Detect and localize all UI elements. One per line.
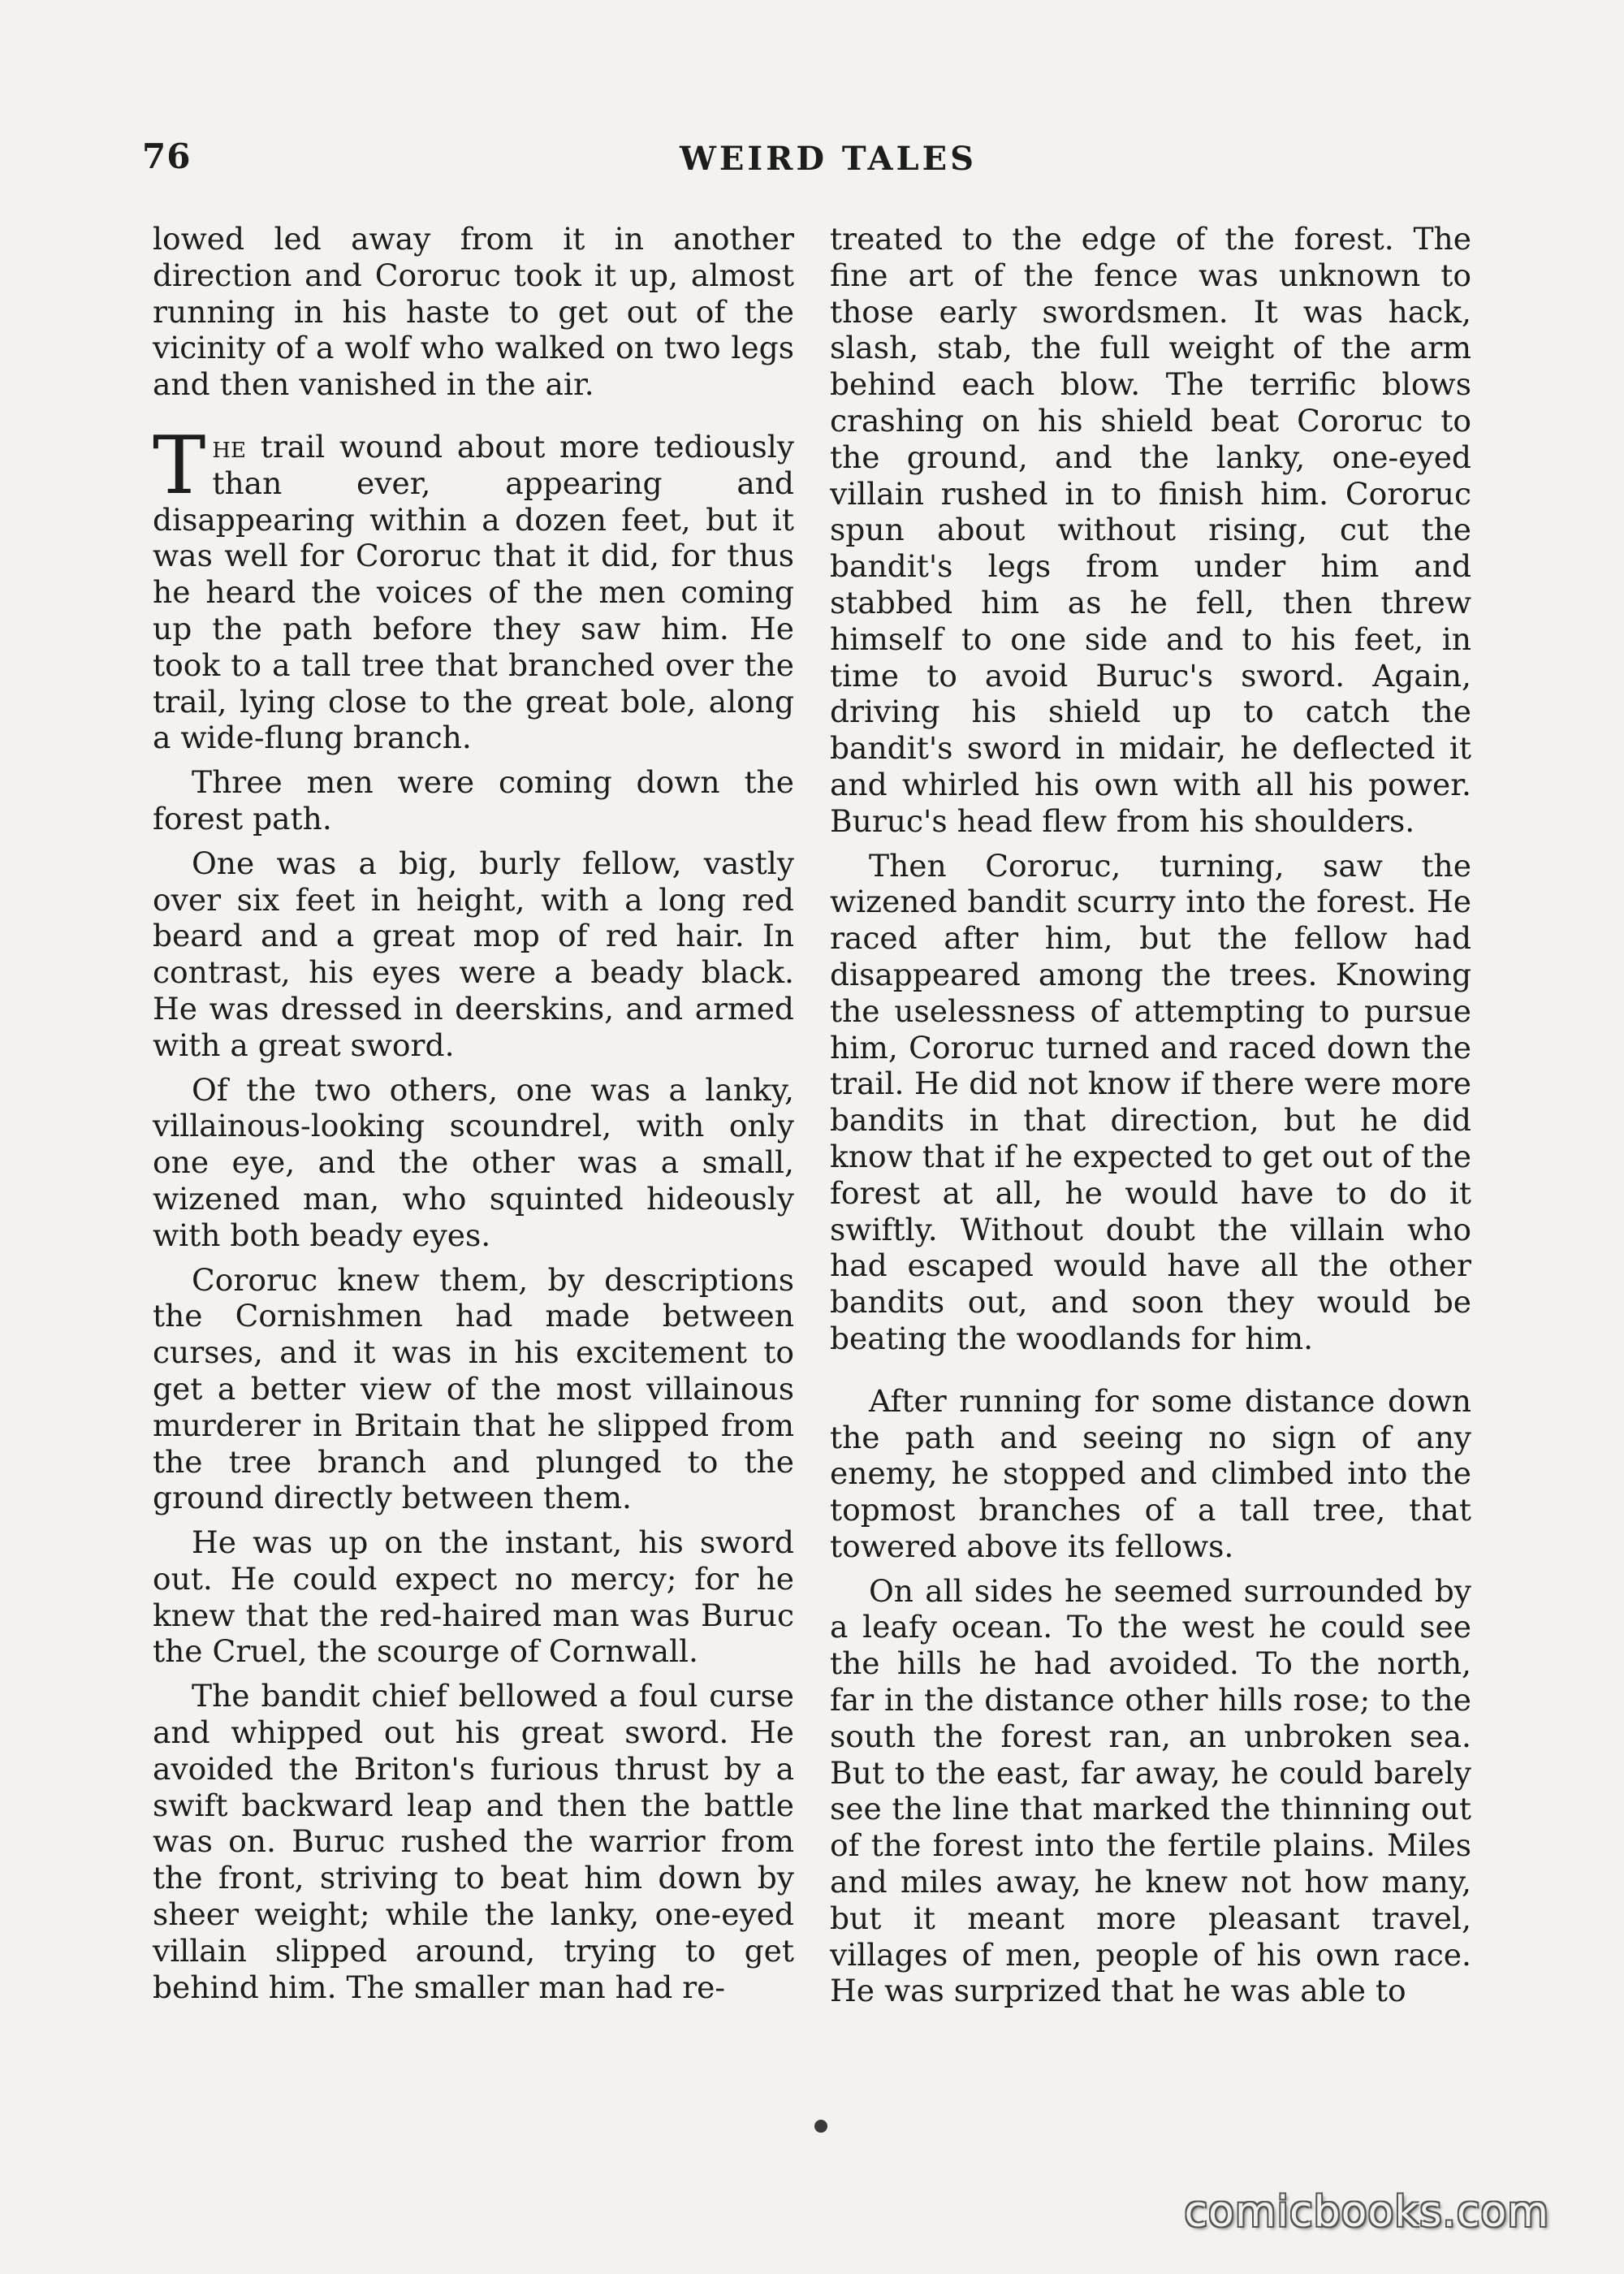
paragraph: Of the two others, one was a lanky, villainous-looking scoundrel, with only one eye, and the other was a small, wizened man, who squinted hideously with both beady eyes.: [153, 1071, 794, 1253]
paragraph: lowed led away from it in another direction and Cororuc took it up, almost running in his haste to get out of the vicinity of a wolf who walked on two legs and then vanished in the air.: [153, 221, 794, 403]
paragraph: Three men were coming down the forest path.: [153, 764, 794, 837]
paragraph: Then Cororuc, turning, saw the wizened bandit scurry into the forest. He raced after him, but the fellow had disappeared among the trees. Knowing the uselessness of attempting to pursue him, Cororuc turned and raced down the trail. He did not know if there were more bandits in that direction, but he did know that if he expected to get out of the forest at all, he would have to do it swiftly. Without doubt the villain who had escaped would have all the other bandits out, and soon they would be beating the woodlands for him.: [830, 847, 1471, 1356]
small-caps-lead: he: [212, 428, 247, 465]
paragraph: The bandit chief bellowed a foul curse and whipped out his great sword. He avoided the Briton's furious thrust by a swift backward leap and then the battle was on. Buruc rushed the warrior from the front, striving to beat him down by sheer weight; while the lanky, one-eyed villain slipped around, trying to get behind him. The smaller man had re-: [153, 1678, 794, 2005]
right-column: [830, 221, 1471, 2009]
left-column: [153, 221, 794, 2005]
paragraph: treated to the edge of the forest. The fine art of the fence was unknown to those early swordsmen. It was hack, slash, stab, the full weight of the arm behind each blow. The terrific blows crashing on his shield beat Cororuc to the ground, and the lanky, one-eyed villain rushed in to finish him. Cororuc spun about without rising, cut the bandit's legs from under him and stabbed him as he fell, then threw himself to one side and to his feet, in time to avoid Buruc's sword. Again, driving his shield up to catch the bandit's sword in midair, he deflected it and whirled his own with all his power. Buruc's head flew from his shoulders.: [830, 221, 1471, 839]
page-number: 76: [142, 136, 192, 176]
paragraph: On all sides he seemed surrounded by a leafy ocean. To the west he could see the hills he had avoided. To the north, far in the distance other hills rose; to the south the forest ran, an unbroken sea. But to the east, far away, he could barely see the line that marked the thinning out of the forest into the fertile plains. Miles and miles away, he knew not how many, but it meant more pleasant travel, villages of men, people of his own race. He was surprized that he was able to: [830, 1572, 1471, 2009]
watermark: comicbooks.com: [1184, 2188, 1549, 2237]
paragraph-with-dropcap: [153, 419, 794, 756]
paragraph: After running for some distance down the path and seeing no sign of any enemy, he stopped and climbed into the topmost branches of a tall tree, that towered above its fellows.: [830, 1382, 1471, 1564]
paragraph: He was up on the instant, his sword out. He could expect no mercy; for he knew that the red-haired man was Buruc the Cruel, the scourge of Cornwall.: [153, 1524, 794, 1670]
paragraph-text: trail wound about more tediously than ever, appearing and disappearing within a dozen feet, but it was well for Cororuc that it did, for thus he heard the voices of the men coming up the path before they saw him. He took to a tall tree that branched over the trail, lying close to the great bole, along a wide-flung branch.: [153, 428, 794, 756]
drop-cap: T: [153, 419, 206, 512]
paragraph: One was a big, burly fellow, vastly over six feet in height, with a long red beard and a great mop of red hair. In contrast, his eyes were a beady black. He was dressed in deerskins, and armed with a great sword.: [153, 845, 794, 1063]
ink-blot: [814, 2120, 827, 2133]
paragraph: Cororuc knew them, by descriptions the Cornishmen had made between curses, and it was in his excitement to get a better view of the most villainous murderer in Britain that he slipped from the tree branch and plunged to the ground directly between them.: [153, 1261, 794, 1516]
running-head: WEIRD TALES: [679, 140, 978, 178]
